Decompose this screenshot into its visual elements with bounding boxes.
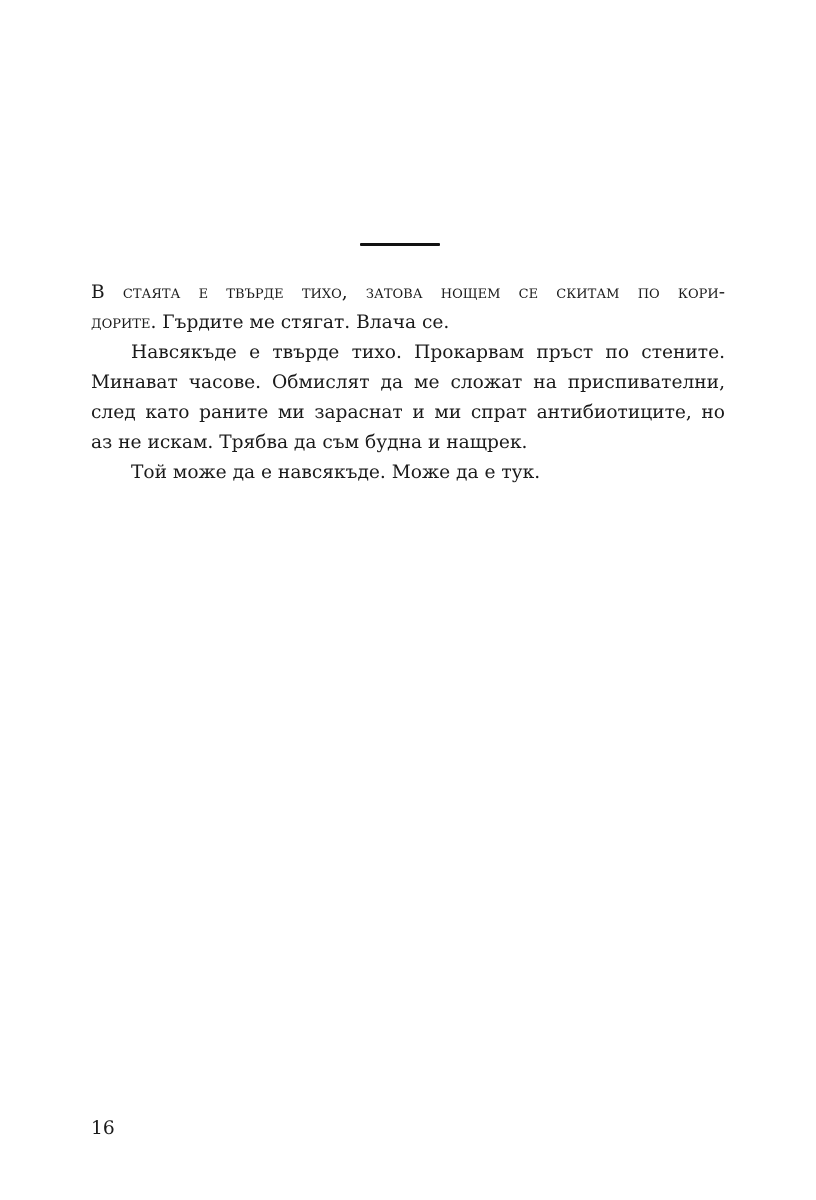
small-caps-lead: В стаята е твърде тихо, затова нощем се скитам по кори- xyxy=(91,282,725,303)
section-divider xyxy=(360,243,440,246)
text-line: след като раните ми зараснат и ми спрат антибиотиците, но xyxy=(91,402,725,423)
text-line: Минават часове. Обмислят да ме сложат на приспивателни, xyxy=(91,372,725,393)
small-caps-lead: дорите. xyxy=(91,312,157,333)
line-text: Гърдите ме стягат. Влача се. xyxy=(156,312,450,333)
body-text xyxy=(91,278,725,488)
text-line: Навсякъде е твърде тихо. Прокарвам пръст по стените. xyxy=(131,342,725,363)
page-number: 16 xyxy=(91,1118,115,1139)
text-line: аз не искам. Трябва да съм будна и нащрек. xyxy=(91,432,528,453)
text-line xyxy=(91,308,725,338)
paragraph-1 xyxy=(91,278,725,338)
text-line xyxy=(91,278,725,308)
paragraph-3 xyxy=(91,458,725,488)
paragraph-2 xyxy=(91,338,725,458)
text-line: Той може да е навсякъде. Може да е тук. xyxy=(131,462,541,483)
